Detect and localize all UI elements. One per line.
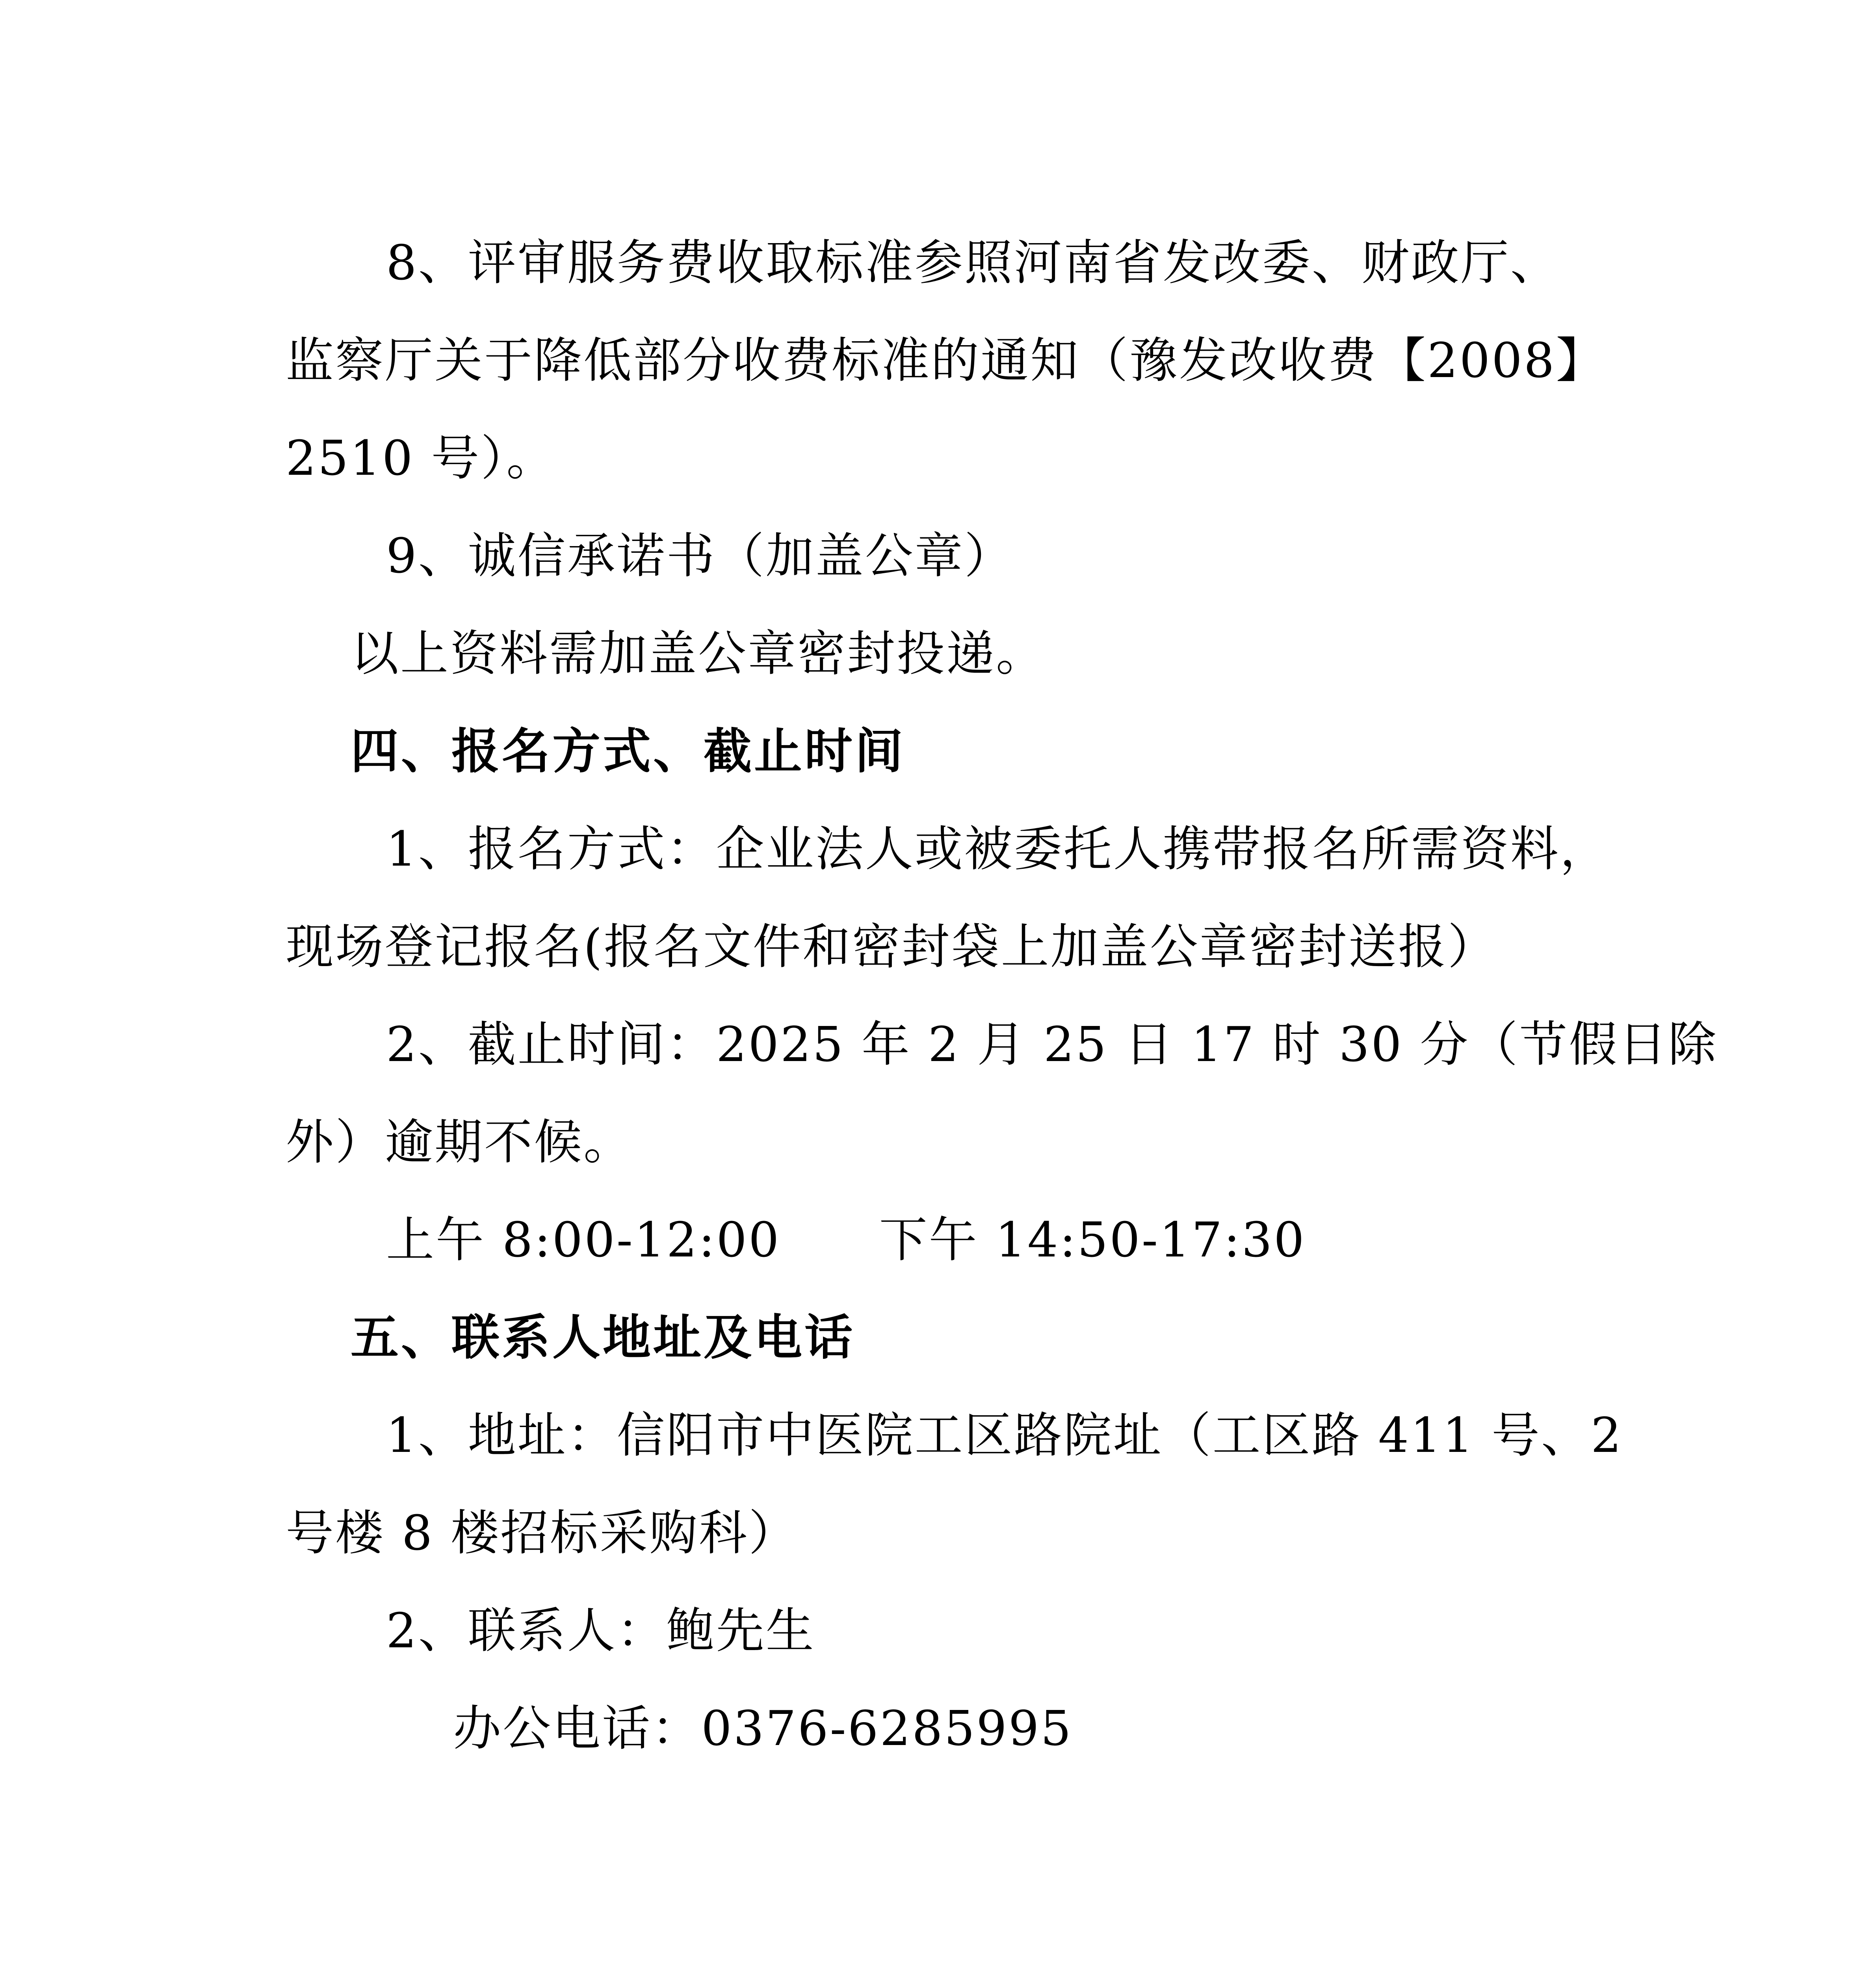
morning-hours: 上午 8:00-12:00 [386, 1212, 781, 1268]
deadline-line-1: 2、截止时间：2025 年 2 月 25 日 17 时 30 分（节假日除 [386, 1017, 1718, 1072]
item-8-line-2: 监察厅关于降低部分收费标准的通知（豫发改收费【2008】 [286, 333, 1606, 388]
afternoon-hours: 下午 14:50-17:30 [879, 1212, 1306, 1268]
office-phone-line: 办公电话：0376-6285995 [453, 1701, 1073, 1756]
item-8-line-3: 2510 号）。 [286, 430, 556, 486]
office-hours-line [386, 1208, 1306, 1271]
section-4-heading: 四、报名方式、截止时间 [351, 723, 905, 779]
address-line-1: 1、地址：信阳市中医院工区路院址（工区路 411 号、2 [386, 1407, 1623, 1463]
registration-method-line-1: 1、报名方式：企业法人或被委托人携带报名所需资料， [386, 821, 1610, 877]
item-8-line-1: 8、评审服务费收取标准参照河南省发改委、财政厅、 [386, 235, 1560, 291]
section-5-heading: 五、联系人地址及电话 [351, 1310, 855, 1366]
item-9-line: 9、诚信承诺书（加盖公章） [386, 528, 1014, 584]
seal-note-line: 以上资料需加盖公章密封投递。 [351, 626, 1046, 682]
contact-person-line: 2、联系人：鲍先生 [386, 1603, 815, 1659]
registration-method-line-2: 现场登记报名(报名文件和密封袋上加盖公章密封送报） [286, 919, 1497, 975]
address-line-2: 号楼 8 楼招标采购科） [286, 1505, 799, 1561]
deadline-line-2: 外）逾期不候。 [286, 1114, 633, 1170]
